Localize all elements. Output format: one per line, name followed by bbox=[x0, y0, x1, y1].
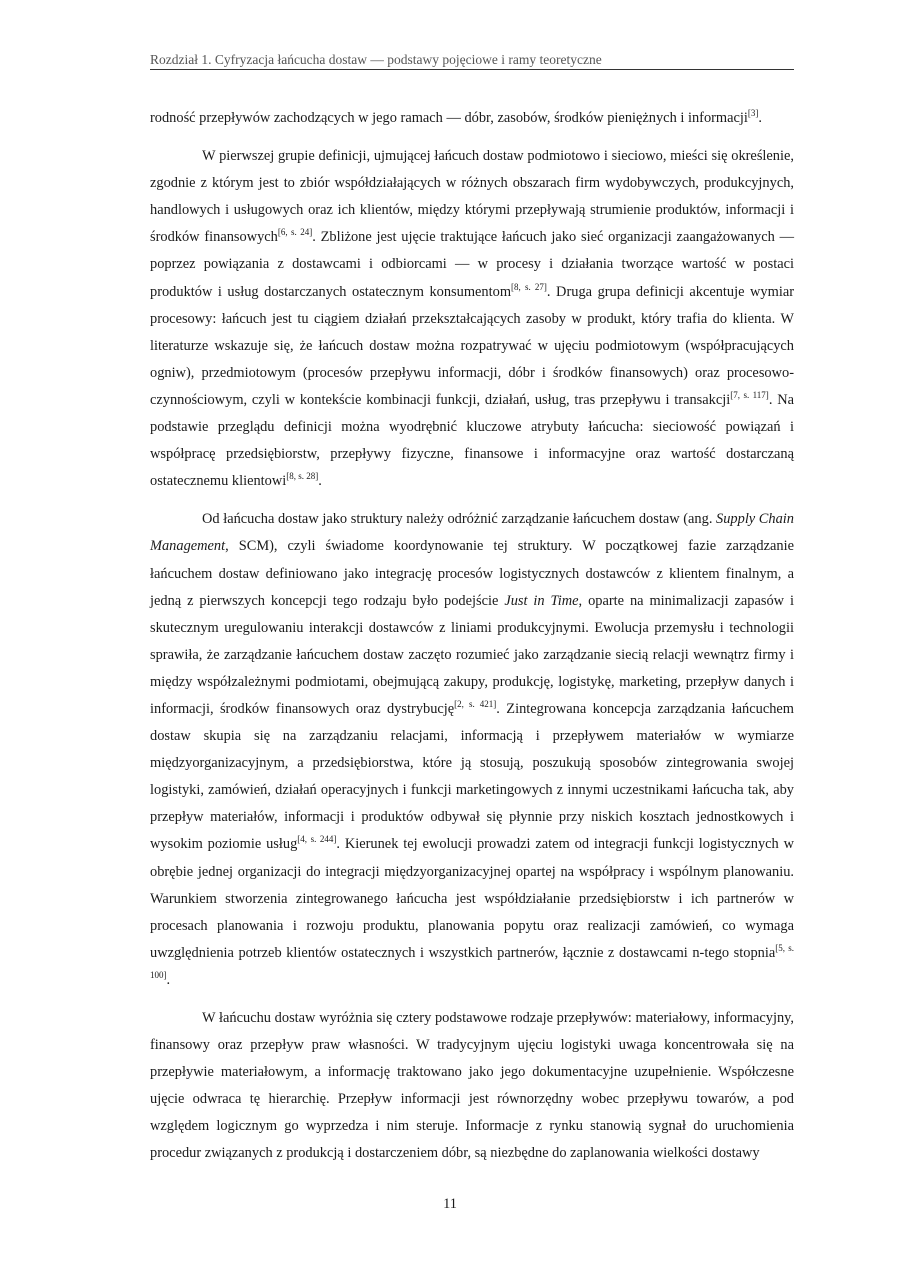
citation: [7, s. 117] bbox=[730, 389, 769, 400]
page-number: 11 bbox=[443, 1196, 457, 1212]
citation: [3] bbox=[747, 108, 759, 118]
text-run: . Zintegrowana koncepcja zarządzania łańcuchem dostaw skupia się na zarządzaniu relacjami, informacją i przepływem materiałów w wymiarze międzyorganizacyjnym, a przedsiębiorstwa, które ją stosują, poszukują sposobów zintegrowania swojej logistyki, zamówień, działań operacyjnych i funkcji marketingowych z innymi uczestnikami łańcucha tak, aby przepływ materiałów, informacji i produktów odbywał się płynnie przy niskich kosztach jednostkowych i wysokim poziomie usług bbox=[150, 700, 794, 853]
text-run: Od łańcucha dostaw jako struktury należy odróżnić zarządzanie łańcuchem dostaw (ang. bbox=[202, 511, 717, 528]
text-run: . bbox=[318, 473, 322, 490]
text-run: , oparte na minimalizacji zapasów i skutecznym uregulowaniu interakcji dostawców z liniami produkcyjnymi. Ewolucja przemysłu i technologii sprawiła, że zarządzanie łańcuchem dostaw zaczęto rozumieć jako zarządzanie siecią relacji wewnątrz firmy i między współzależnymi podmiotami, obejmującą zakupy, produkcję, logistykę, marketing, przepływ danych i informacji, środków finansowych oraz dystrybucję bbox=[150, 592, 794, 717]
text-run: . Zbliżone jest ujęcie traktujące łańcuch jako sieć organizacji zaangażowanych — poprzez powiązania z dostawcami i odbiorcami — w procesy i działania tworzące wartość w postaci produktów i usług dostarczanych ostatecznym konsumentom bbox=[150, 229, 794, 300]
text-run: . bbox=[758, 110, 763, 126]
body-text bbox=[150, 105, 794, 1179]
paragraph-4 bbox=[150, 1005, 794, 1168]
text-run: . Kierunek tej ewolucji prowadzi zatem od integracji funkcji logistycznych w obrębie jednej organizacji do integracji międzyorganizacyjnej opartej na współpracy i wspólnym planowaniu. Warunkiem stworzenia zintegrowanego łańcucha jest współdziałanie przedsiębiorstw i ich partnerów w procesach planowania i rozwoju produktu, planowania popytu oraz realizacji zamówień, co wymaga uwzględnienia potrzeb klientów ostatecznych i wszystkich partnerów, łącznie z dostawcami n-tego stopnia bbox=[150, 836, 794, 961]
paragraph-1 bbox=[150, 105, 794, 132]
text-run: . Na podstawie przeglądu definicji można wyodrębnić kluczowe atrybuty łańcucha: sieciowość powiązań i współpracę przedsiębiorstw, przepływy fizyczne, finansowe i informacyjne oraz wartość dostarczaną ostatecznemu klientowi bbox=[150, 391, 794, 490]
text-run: . bbox=[166, 971, 171, 988]
citation: [8, s. 27] bbox=[511, 281, 547, 292]
citation: [2, s. 421] bbox=[454, 698, 497, 709]
header-rule bbox=[150, 69, 794, 70]
citation: [4, s. 244] bbox=[297, 834, 337, 845]
text-run: . Druga grupa definicji akcentuje wymiar procesowy: łańcuch jest tu ciągiem działań przekształcających zasoby w produkt, który trafia do klienta. W literaturze wskazuje się, że łańcuch dostaw można rozpatrywać w ujęciu podmiotowym (współpracujących ogniw), przedmiotowym (procesów przepływu informacji, dóbr i środków finansowych) oraz procesowo-czynnościowym, czyli w kontekście kombinacji funkcji, działań, usług, tras przepływu i transakcji bbox=[150, 283, 794, 408]
paragraph-2 bbox=[150, 143, 794, 495]
running-head: Rozdział 1. Cyfryzacja łańcucha dostaw — podstawy pojęciowe i ramy teoretyczne bbox=[150, 52, 602, 67]
text-run: , SCM), czyli świadome koordynowanie tej struktury. W początkowej fazie zarządzanie łańcuchem dostaw definiowano jako integrację procesów logistycznych dostawców z klientem finalnym, a jedną z pierwszych koncepcji tego rodzaju było podejście bbox=[150, 538, 794, 609]
text-run: W pierwszej grupie definicji, ujmującej łańcuch dostaw podmiotowo i sieciowo, mieści się określenie, zgodnie z którym jest to zbiór współdziałających w różnych obszarach firm wydobywczych, produkcyjnych, handlowych i usługowych oraz ich klientów, między którymi przepływają strumienie produktów, informacji i środków finansowych bbox=[150, 148, 794, 246]
text-run: W łańcuchu dostaw wyróżnia się cztery podstawowe rodzaje przepływów: materiałowy, informacyjny, finansowy oraz przepływ praw własności. W tradycyjnym ujęciu logistyki uwaga koncentrowała się na przepływie materiałowym, a informację traktowano jako jego dokumentacyjne uzupełnienie. Współczesne ujęcie odwraca tę hierarchię. Przepływ informacji jest równorzędny wobec przepływu towarów, a pod względem logicznym go wyprzedza i nim steruje. Informacje z rynku stanowią sygnał do uruchomienia procedur związanych z produkcją i dostarczeniem dóbr, są niezbędne do zaplanowania wielkości dostawy bbox=[150, 1010, 794, 1162]
italic-term: Supply Chain Management bbox=[150, 511, 794, 555]
text-run: rodność przepływów zachodzących w jego ramach — dóbr, zasobów, środków pieniężnych i informacji bbox=[150, 110, 748, 126]
citation: [8, s. 28] bbox=[286, 471, 319, 482]
citation: [5, s. 100] bbox=[150, 942, 794, 980]
paragraph-3 bbox=[150, 506, 794, 994]
citation: [6, s. 24] bbox=[277, 227, 313, 238]
italic-term: Just in Time bbox=[504, 592, 579, 609]
